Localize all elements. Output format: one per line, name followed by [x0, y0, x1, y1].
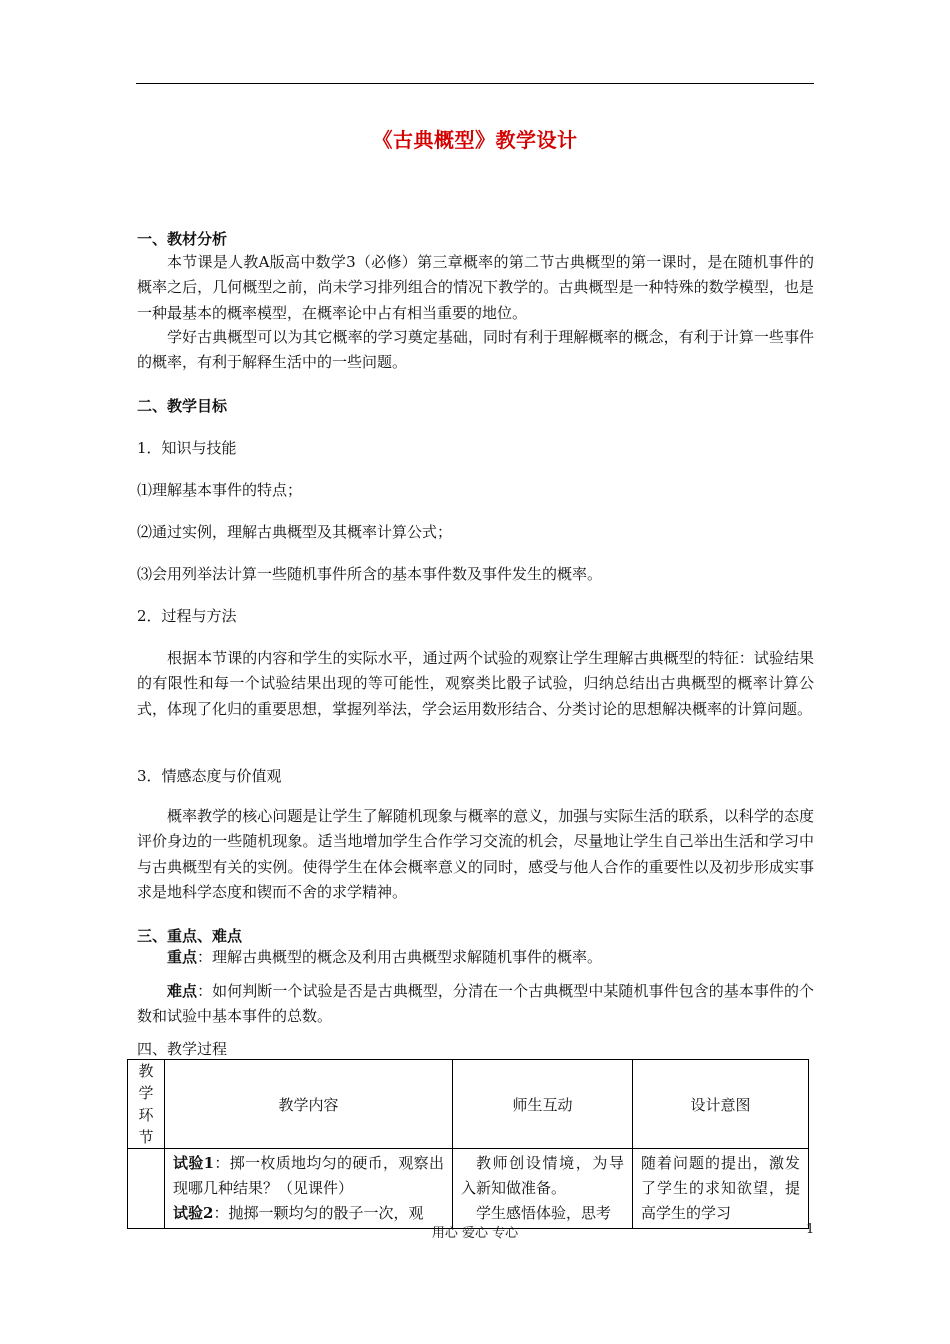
objective-sub-attitude: 3．情感态度与价值观 — [137, 767, 282, 785]
difficulty-paragraph — [137, 979, 814, 1030]
objective-sub-knowledge: 1．知识与技能 — [137, 439, 237, 457]
section-heading-keypoints: 三、重点、难点 — [137, 927, 243, 945]
objective-item-3: ⑶会用列举法计算一些随机事件所含的基本事件数及事件发生的概率。 — [137, 565, 603, 583]
analysis-paragraph-2: 学好古典概型可以为其它概率的学习奠定基础，同时有利于理解概率的概念，有利于计算一些事件的概率，有利于解释生活中的一些问题。 — [137, 328, 814, 372]
row-interaction-cell — [453, 1149, 633, 1229]
experiment-1-text: ：掷一枚质地均匀的硬币，观察出现哪几种结果？（见课件） — [173, 1154, 444, 1197]
teaching-process-table — [127, 1059, 809, 1229]
section-heading-analysis: 一、教材分析 — [137, 230, 228, 248]
experiment-2-text: ：抛掷一颗均匀的骰子一次，观 — [213, 1204, 424, 1222]
header-intent: 设计意图 — [633, 1060, 809, 1149]
header-stage: 教学环节 — [128, 1060, 165, 1149]
row-intent-cell: 随着问题的提出，激发了学生的求知欲望，提高学生的学习 — [633, 1149, 809, 1229]
table-row — [128, 1149, 809, 1229]
objective-sub-method: 2．过程与方法 — [137, 607, 237, 625]
objective-item-1: ⑴理解基本事件的特点； — [137, 481, 303, 499]
difficulty-text: ：如何判断一个试验是否是古典概型，分清在一个古典概型中某随机事件包含的基本事件的个数和试验中基本事件的总数。 — [137, 982, 814, 1026]
table-header-row — [128, 1060, 809, 1149]
header-content: 教学内容 — [165, 1060, 453, 1149]
section-heading-objectives: 二、教学目标 — [137, 397, 228, 415]
page-number: 1 — [806, 1222, 815, 1237]
objective-item-2: ⑵通过实例，理解古典概型及其概率计算公式； — [137, 523, 453, 541]
analysis-paragraph-1: 本节课是人教A版高中数学3（必修）第三章概率的第二节古典概型的第一课时，是在随机事件的概率之后，几何概型之前，尚未学习排列组合的情况下教学的。古典概型是一种特殊的数学模型，也是一种最基本的概率模型，在概率论中占有相当重要的地位。 — [137, 253, 814, 322]
experiment-2-label: 试验2 — [173, 1204, 214, 1222]
header-rule — [136, 83, 814, 84]
document-title: 《古典概型》教学设计 — [372, 128, 578, 152]
method-paragraph: 根据本节课的内容和学生的实际水平，通过两个试验的观察让学生理解古典概型的特征：试验结果的有限性和每一个试验结果出现的等可能性，观察类比骰子试验，归纳总结出古典概型的概率计算公式，体现了化归的重要思想，掌握列举法，学会运用数形结合、分类讨论的思想解决概率的计算问题。 — [137, 649, 814, 718]
footer-text: 用心 爱心 专心 — [431, 1226, 519, 1241]
key-point-paragraph — [137, 945, 814, 970]
key-point-label: 重点 — [167, 948, 198, 966]
row-content-cell — [165, 1149, 453, 1229]
header-interaction: 师生互动 — [453, 1060, 633, 1149]
interaction-text-b: 学生感悟体验，思考 — [476, 1204, 612, 1222]
attitude-paragraph: 概率教学的核心问题是让学生了解随机现象与概率的意义，加强与实际生活的联系，以科学的态度评价身边的一些随机现象。适当地增加学生合作学习交流的机会，尽量地让学生自己举出生活和学习中与古典概型有关的实例。使得学生在体会概率意义的同时，感受与他人合作的重要性以及初步形成实事求是地科学态度和锲而不舍的求学精神。 — [137, 807, 814, 901]
section-heading-process: 四、教学过程 — [137, 1040, 228, 1058]
row-stage-cell — [128, 1149, 165, 1229]
experiment-1-label: 试验1 — [173, 1154, 215, 1172]
interaction-text-a: 教师创设情境，为导入新知做准备。 — [461, 1154, 624, 1197]
difficulty-label: 难点 — [167, 982, 198, 1000]
key-point-text: ：理解古典概型的概念及利用古典概型求解随机事件的概率。 — [197, 948, 603, 966]
